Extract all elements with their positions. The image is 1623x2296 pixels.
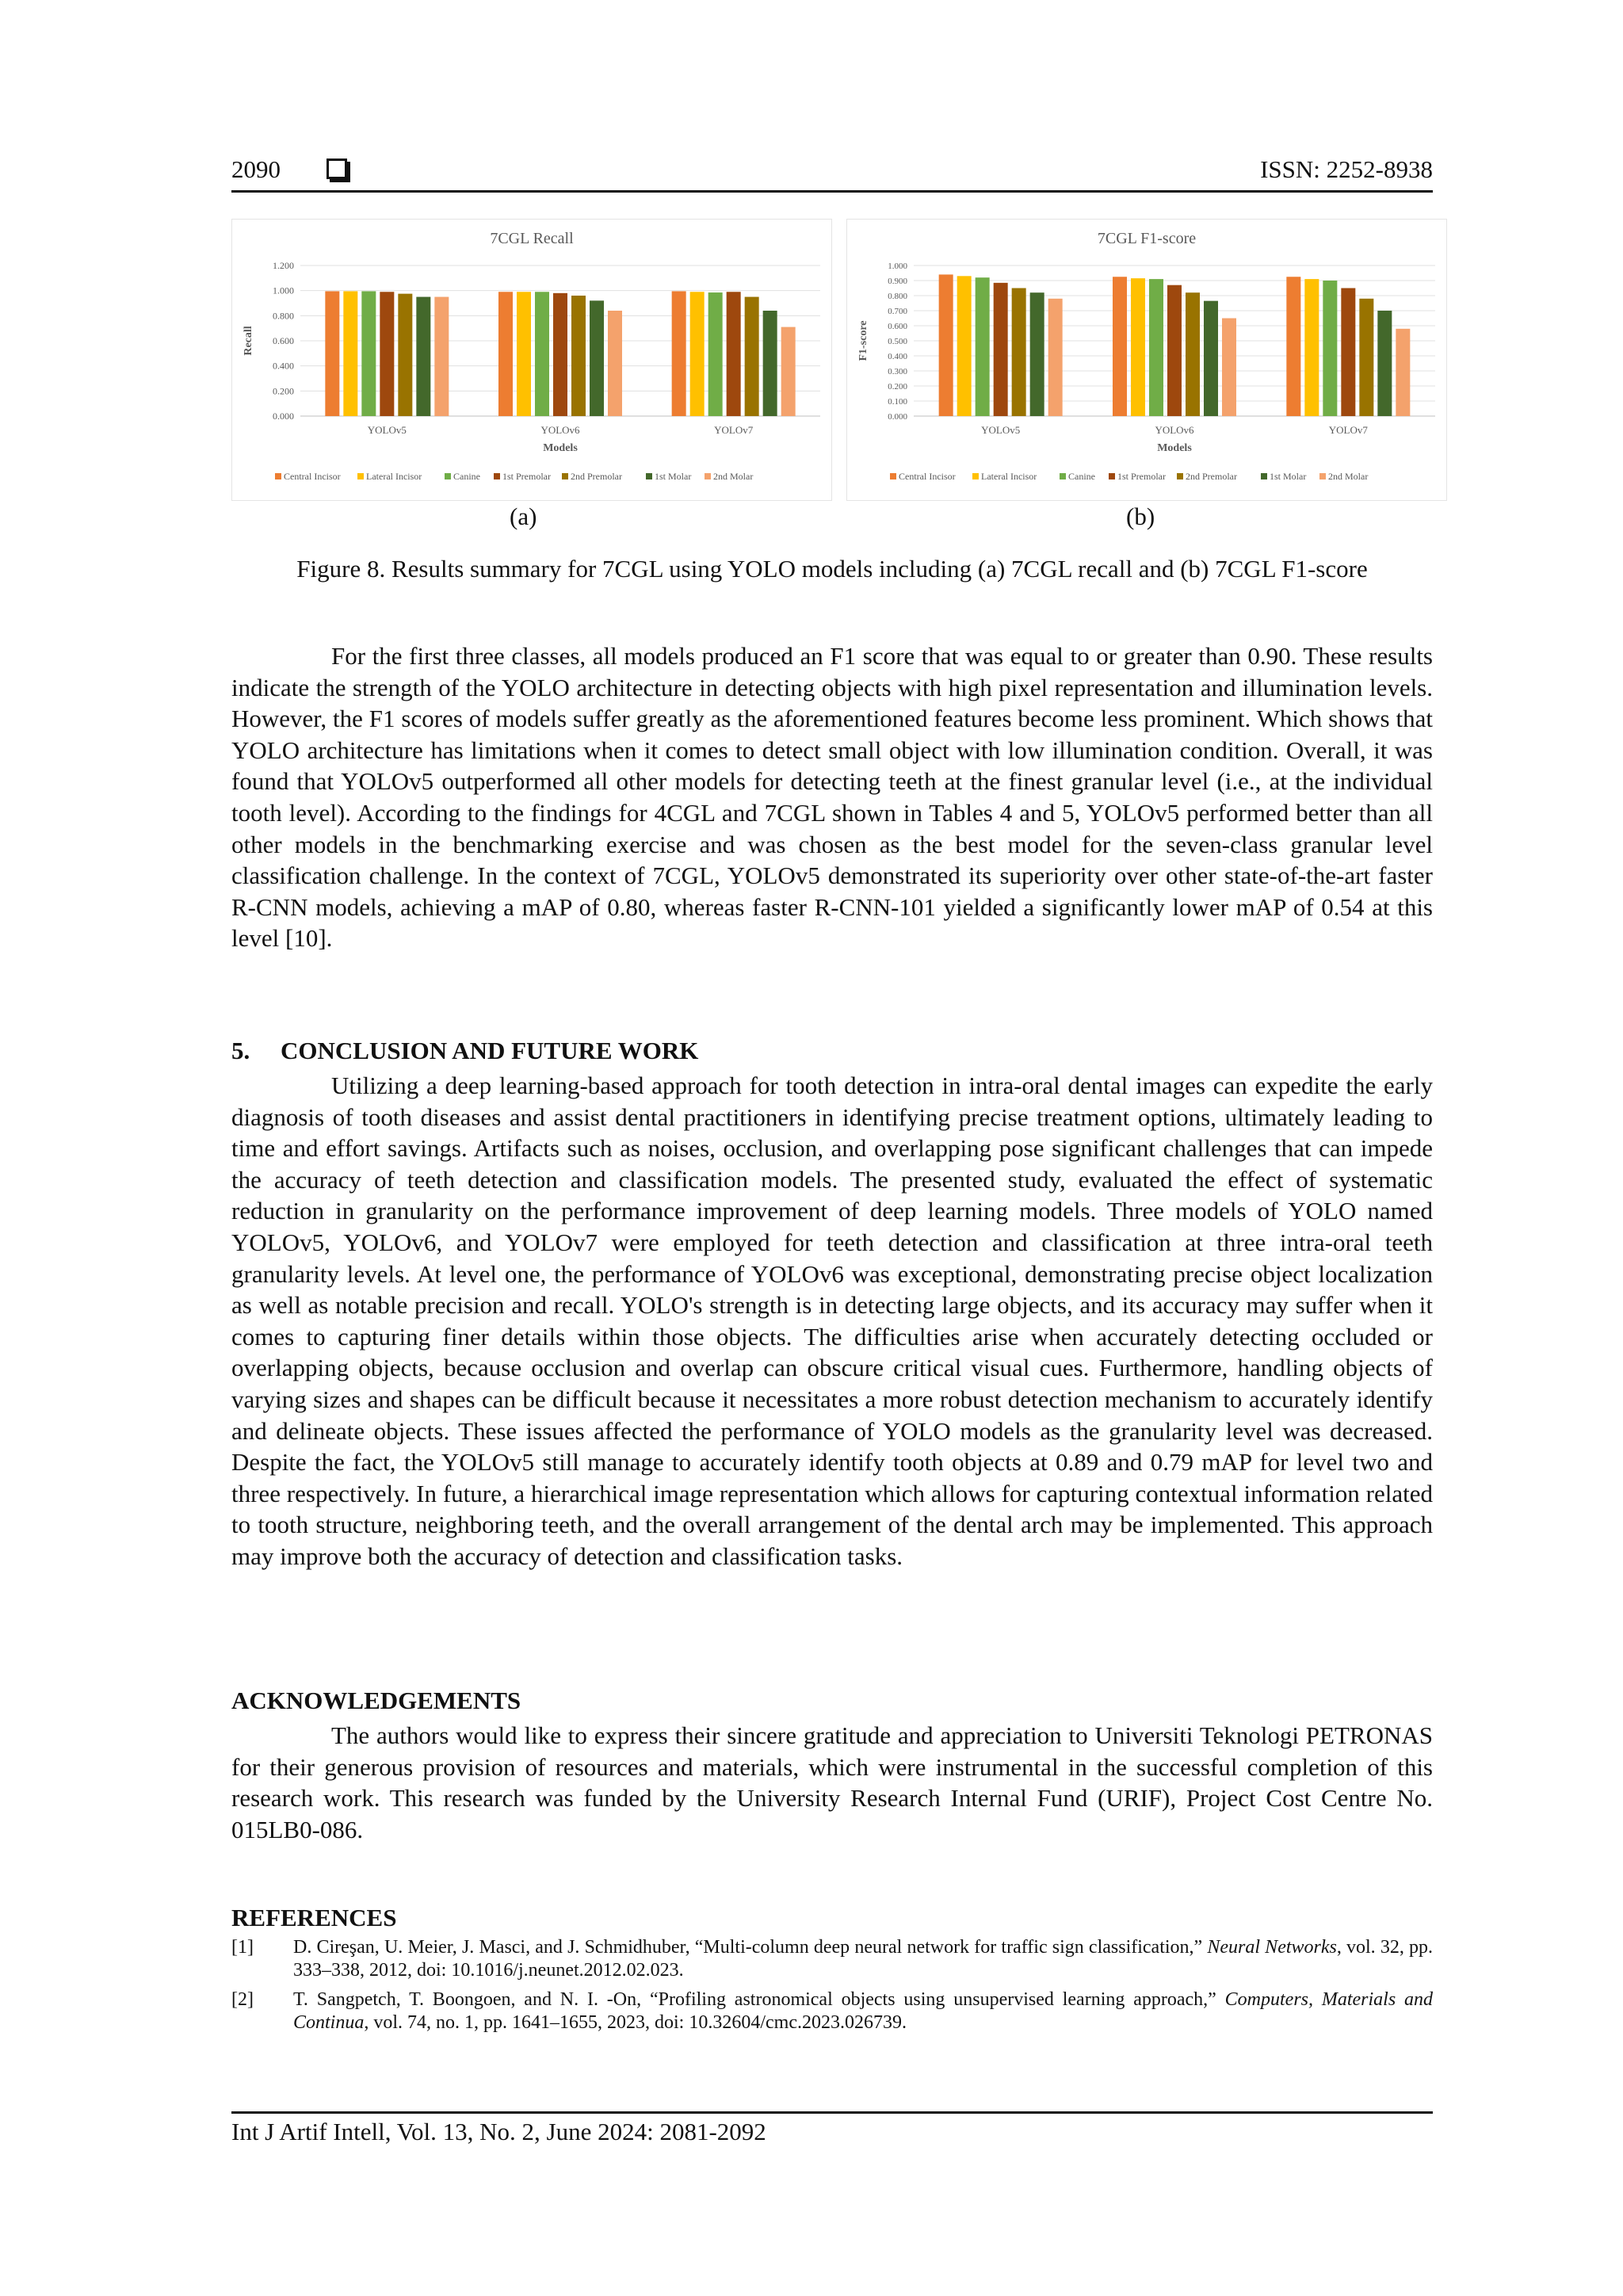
legend-swatch	[1060, 473, 1066, 479]
legend-swatch	[1109, 473, 1115, 479]
chart-title: 7CGL Recall	[490, 230, 574, 247]
bar	[416, 297, 430, 416]
y-tick-label: 0.600	[273, 335, 294, 346]
legend-label: 1st Premolar	[502, 471, 551, 482]
header-rule	[231, 190, 1433, 193]
conclusion-heading: 5. CONCLUSION AND FUTURE WORK	[231, 1037, 699, 1064]
bar	[672, 291, 686, 416]
bar	[1113, 277, 1127, 416]
bar	[1204, 301, 1218, 416]
bar	[517, 292, 531, 416]
bar	[1396, 329, 1410, 416]
y-tick-label: 0.800	[888, 292, 907, 301]
y-tick-label: 0.900	[888, 277, 907, 286]
bar	[380, 292, 394, 416]
y-tick-label: 0.800	[273, 310, 294, 322]
bar	[1149, 279, 1163, 416]
legend-swatch	[275, 473, 281, 479]
legend-swatch	[972, 473, 979, 479]
bar	[1359, 299, 1373, 416]
y-tick-label: 1.000	[888, 262, 907, 271]
y-axis-label: Recall	[242, 326, 254, 356]
y-tick-label: 0.200	[888, 382, 907, 392]
recall-chart	[231, 219, 832, 501]
legend-label: 1st Premolar	[1117, 471, 1166, 482]
bar	[343, 291, 357, 416]
bar	[1222, 319, 1236, 417]
acknowledgements-paragraph: The authors would like to express their sincere gratitude and appreciation to Universiti Teknologi PETRONAS for their generous provision of resources and materials, which were instrumental in the successful completion of this research work. This research was funded by the University Research Internal Fund (URIF), Project Cost Centre No. 015LB0-086.	[231, 1721, 1433, 1843]
results-paragraph: For the first three classes, all models produced an F1 score that was equal to or greater than 0.90. These results indicate the strength of the YOLO architecture in detecting objects with high pixel representation and illumination levels. However, the F1 scores of models suffer greatly as the aforementioned features become less prominent. Which shows that YOLO architecture has limitations when it comes to detect small object with low illumination condition. Overall, it was found that YOLOv5 outperformed all other models for detecting teeth at the finest granular level (i.e., at the individual tooth level). According to the findings for 4CGL and 7CGL shown in Tables 4 and 5, YOLOv5 performed better than all other models in the benchmarking exercise and was chosen as the best model for the seven-class granular level classification challenge. In the context of 7CGL, YOLOv5 demonstrated its superiority over other state-of-the-art faster R-CNN models, achieving a mAP of 0.80, whereas faster R-CNN-101 yielded a significantly lower mAP of 0.54 at this level [10].	[231, 642, 1433, 953]
footer-rule	[231, 2111, 1433, 2114]
x-tick-label: YOLOv7	[1328, 424, 1368, 436]
y-tick-label: 1.000	[273, 285, 294, 296]
x-axis-label: Models	[1157, 442, 1192, 454]
y-tick-label: 0.100	[888, 397, 907, 407]
conclusion-paragraph: Utilizing a deep learning-based approach for tooth detection in intra-oral dental images can expedite the early diagnosis of tooth diseases and assist dental practitioners in identifying precise treatment options, ultimately leading to time and effort savings. Artifacts such as noises, occlusion, and overlapping pose significant challenges that can impede the accuracy of teeth detection and classification models. The presented study, evaluated the effect of systematic reduction in granularity on the performance improvement of deep learning models. Three models of YOLO named YOLOv5, YOLOv6, and YOLOv7 were employed for teeth detection and classification at three intra-oral teeth granularity levels. At level one, the performance of YOLOv6 was exceptional, demonstrating precise object localization as well as notable precision and recall. YOLO's strength is in detecting large objects, and its accuracy may suffer when it comes to capturing finer details within those objects. The difficulties arise when accurately detecting occluded or overlapping objects, because occlusion and overlap can obscure critical visual cues. Furthermore, handling objects of varying sizes and shapes can be difficult because it necessitates a more robust detection mechanism to accurately identify and delineate objects. These issues affected the performance of YOLO models as the granularity level was decreased. Despite the fact, the YOLOv5 still manage to accurately identify tooth objects at 0.89 and 0.79 mAP for level two and three respectively. In future, a hierarchical image representation which allows for capturing contextual information related to tooth structure, neighboring teeth, and the overall arrangement of the dental arch may be implemented. This approach may improve both the accuracy of detection and classification tasks.	[231, 1072, 1433, 1570]
f1-chart	[846, 219, 1447, 501]
x-tick-label: YOLOv5	[367, 424, 407, 436]
acknowledgements-heading: ACKNOWLEDGEMENTS	[231, 1687, 521, 1714]
page-number: 2090	[231, 155, 281, 183]
reference-details: , vol. 74, no. 1, pp. 1641–1655, 2023, doi: 10.32604/cmc.2023.026739.	[364, 2012, 907, 2033]
y-tick-label: 0.600	[888, 322, 907, 331]
bar	[1323, 281, 1337, 416]
legend-swatch	[445, 473, 451, 479]
bar	[994, 283, 1008, 416]
y-tick-label: 0.000	[273, 411, 294, 422]
y-tick-label: 0.200	[273, 385, 294, 397]
bar	[398, 294, 412, 416]
legend-swatch	[646, 473, 652, 479]
legend-swatch	[494, 473, 500, 479]
y-tick-label: 0.500	[888, 337, 907, 346]
chart-title: 7CGL F1-score	[1097, 230, 1197, 247]
bar	[1286, 277, 1300, 416]
legend-label: Lateral Incisor	[981, 471, 1037, 482]
legend-label: Central Incisor	[284, 471, 341, 482]
bar	[976, 277, 990, 416]
bar	[608, 311, 622, 416]
y-tick-label: 0.300	[888, 367, 907, 376]
bar	[957, 276, 972, 416]
y-tick-label: 0.000	[888, 412, 907, 422]
bar	[690, 292, 705, 416]
bar	[727, 292, 741, 416]
bar	[1377, 311, 1392, 416]
y-tick-label: 0.400	[888, 352, 907, 361]
bar	[781, 327, 796, 416]
legend-swatch	[1319, 473, 1326, 479]
reference-item	[231, 1936, 1433, 1982]
bar	[1131, 278, 1145, 416]
subfigure-label-b: (b)	[1126, 502, 1155, 530]
bar	[763, 311, 777, 416]
reference-journal: Neural Networks	[1207, 1937, 1337, 1958]
bar	[434, 297, 449, 416]
y-tick-label: 0.400	[273, 360, 294, 372]
bar	[939, 274, 953, 416]
legend-label: Lateral Incisor	[366, 471, 422, 482]
reference-number: [1]	[231, 1937, 254, 1958]
bar	[571, 296, 586, 416]
y-tick-label: 0.700	[888, 307, 907, 316]
issn: ISSN: 2252-8938	[1260, 155, 1433, 183]
bar	[498, 292, 513, 416]
legend-swatch	[1177, 473, 1183, 479]
reference-journal: Computers, Materials and Continua	[293, 1989, 1434, 2033]
legend-swatch	[1261, 473, 1267, 479]
legend-label: 1st Molar	[655, 471, 692, 482]
reference-text: T. Sangpetch, T. Boongoen, and N. I. -On, “Profiling astronomical objects using unsupervised learning approach,”	[293, 1989, 1225, 2010]
legend-label: Canine	[453, 471, 480, 482]
bar	[745, 297, 759, 416]
reference-list	[231, 1936, 1433, 2041]
bar	[1167, 285, 1182, 416]
figure-caption: Figure 8. Results summary for 7CGL using YOLO models including (a) 7CGL recall and (b) 7CGL F1-score	[296, 555, 1368, 583]
bar	[361, 291, 376, 416]
recall-chart-svg	[232, 220, 831, 500]
bar	[1186, 292, 1200, 416]
reference-details: , vol. 32, pp. 333–338, 2012, doi: 10.1016/j.neunet.2012.02.023.	[293, 1937, 1434, 1981]
bar	[325, 291, 339, 416]
bar	[1304, 279, 1319, 416]
reference-item	[231, 1988, 1433, 2034]
legend-swatch	[890, 473, 896, 479]
x-tick-label: YOLOv5	[981, 424, 1021, 436]
bar	[1012, 288, 1026, 417]
reference-text: D. Cireşan, U. Meier, J. Masci, and J. Schmidhuber, “Multi-column deep neural network for traffic sign classification,”	[293, 1937, 1208, 1958]
f1-chart-svg	[847, 220, 1446, 500]
bar	[708, 292, 723, 416]
legend-label: Central Incisor	[899, 471, 956, 482]
y-axis-label: F1-score	[857, 320, 869, 361]
bar	[1048, 299, 1063, 416]
legend-label: 2nd Premolar	[1186, 471, 1237, 482]
bar	[590, 300, 604, 416]
page-header	[231, 155, 1433, 195]
x-tick-label: YOLOv6	[540, 424, 580, 436]
bar	[1030, 292, 1044, 416]
legend-label: 2nd Premolar	[571, 471, 622, 482]
x-tick-label: YOLOv7	[714, 424, 754, 436]
legend-label: 2nd Molar	[1328, 471, 1369, 482]
bar	[1341, 288, 1355, 417]
reference-number: [2]	[231, 1989, 254, 2010]
x-tick-label: YOLOv6	[1155, 424, 1194, 436]
square-bullet-icon	[327, 159, 347, 179]
legend-swatch	[562, 473, 568, 479]
legend-swatch	[705, 473, 711, 479]
subfigure-label-a: (a)	[510, 502, 537, 530]
legend-label: 2nd Molar	[713, 471, 754, 482]
legend-swatch	[357, 473, 364, 479]
x-axis-label: Models	[543, 442, 578, 454]
legend-label: Canine	[1068, 471, 1095, 482]
legend-label: 1st Molar	[1270, 471, 1307, 482]
references-heading: REFERENCES	[231, 1904, 397, 1931]
y-tick-label: 1.200	[273, 260, 294, 271]
page-footer: Int J Artif Intell, Vol. 13, No. 2, June 2024: 2081-2092	[231, 2118, 766, 2145]
bar	[535, 292, 549, 416]
bar	[553, 293, 567, 416]
